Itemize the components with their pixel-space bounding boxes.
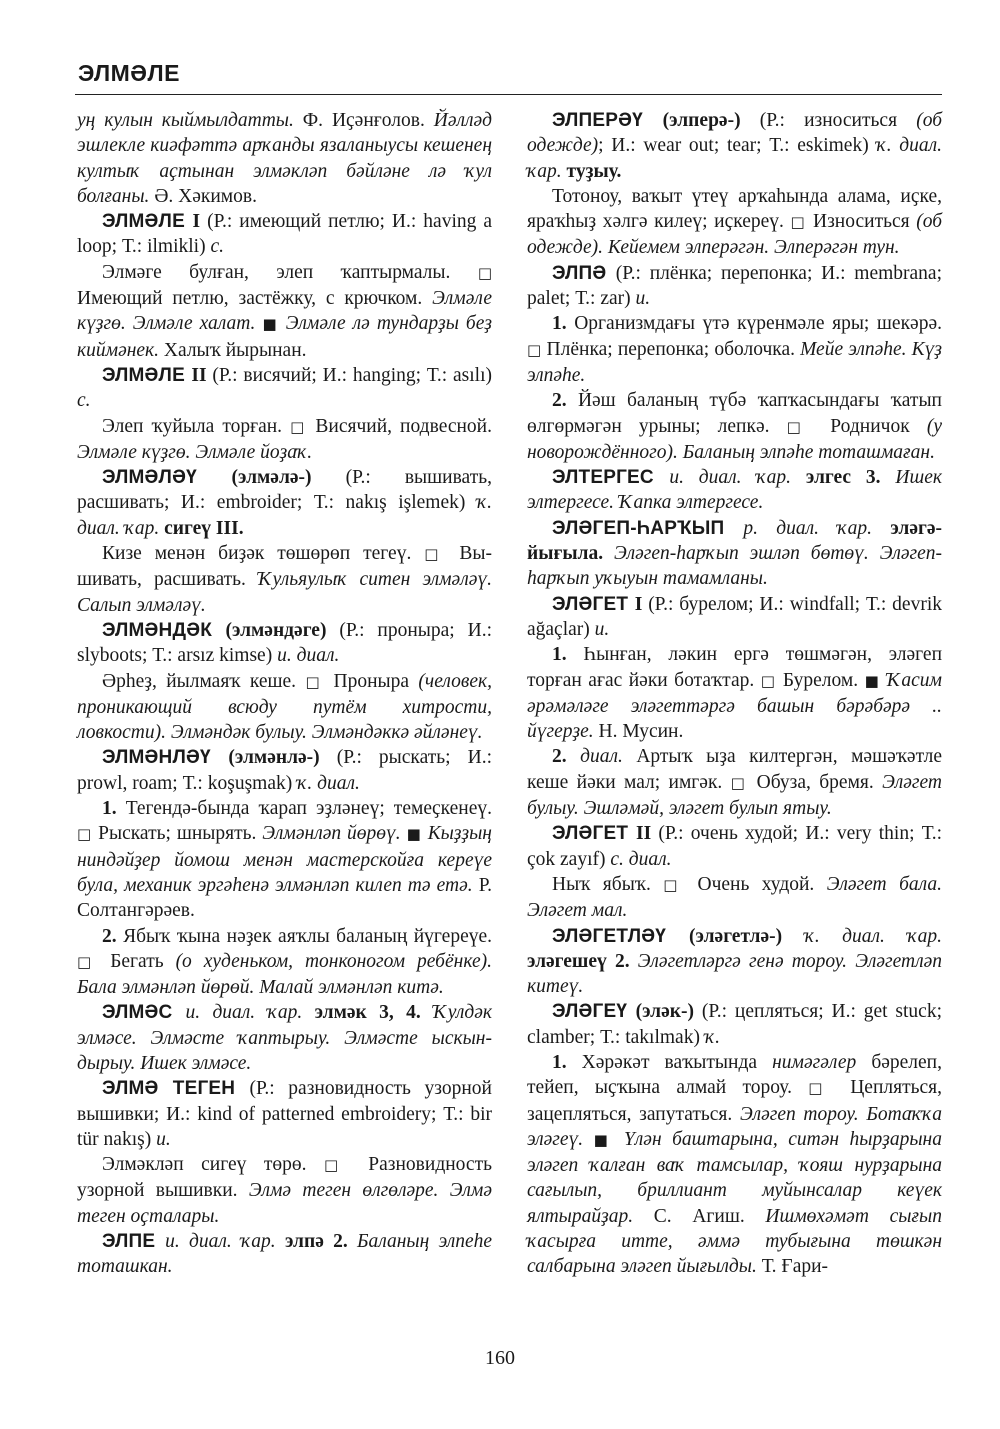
entry-text: Разновидность узорной вышивки. [77,1154,492,1202]
entry-text: Очень худой. [685,873,827,895]
entry-text: Родничок [813,415,927,437]
square-outline-icon: □ [290,417,308,436]
entry-text: диал. [580,746,637,768]
entry-text: и. [156,1128,171,1150]
square-outline-icon: □ [324,1156,351,1175]
entry-text: сигеү III. [164,517,244,539]
headword: ЭЛӘГЕП-ҺАРҠЫП [552,517,744,539]
entry-text: эләгешеү 2. [527,950,638,972]
dictionary-entry [77,924,492,1001]
dictionary-entry [527,108,942,184]
entry-text: (Р.: рыскать; И.: prowl, roam; Т.: koşuşmak) [77,747,492,794]
entry-text: (элмәнлә-) [228,747,337,769]
dictionary-entry [77,669,492,746]
entry-text: (Р.: проныра; И.: slyboots; Т.: arsız kimse) [77,619,492,667]
entry-text: Һынған, ләкин ергә төшмәгән, эләгеп торған ағас йәки ботаҡтар. [527,644,943,691]
entry-text: Р. Солтангәрәев. [77,874,492,922]
entry-text: Ишмөхәмәт сығып ҡасырға итте, әммә тубығына төшкән салбарына эләгеп йығылды. [527,1205,942,1278]
entry-text: бәрелеп, тейеп, ыҫҡына алмай тороу. [527,1051,942,1099]
entry-text: Ныҡ ябыҡ. [552,873,664,895]
square-filled-icon: ■ [406,825,422,844]
entry-text: Эләгетләргә генә тороу. Эләгетләп китеү. [527,950,942,998]
headword: ЭЛМӘС [102,1002,186,1024]
headword: ЭЛӘГЕТ [552,823,636,845]
entry-text: Әрһеҙ, йылмаяҡ кеше. [102,670,306,692]
entry-text: Ҡульяулыҡ ситен элмәләү. Салып элмәләү. [77,569,492,616]
entry-text: 1. [552,313,575,335]
entry-text: р. диал. ҡар. [743,517,891,539]
entry-text: (элмәндәге) [225,619,340,641]
entry-text: 2. [552,390,578,412]
entry-text: Ябыҡ ҡына нәҙек аяҡлы баланың йүгереүе. [123,925,493,947]
entry-text: Элмәнләп йөрөү. [262,823,407,845]
entry-text: Эләгет бала. Эләгет мал. [527,873,942,922]
entry-text: и. диал. ҡар. [185,1002,315,1024]
entry-text: Кыҙҙың ниндәйҙер йомош менән мастерскойға кереүе була, механик эргәһенә элмәнләп килеп тә етә. [77,823,492,896]
dictionary-entry [77,1152,492,1229]
entry-text: Износиться [806,211,917,233]
dictionary-entry [527,516,942,592]
entry-text: Н. Мусин. [598,721,684,743]
dictionary-entry [77,745,492,796]
dictionary-entry [527,311,942,388]
dictionary-entry [527,642,942,744]
entry-text: и. диал. ҡар. [669,467,806,489]
entry-text: элмәк 3, 4. [314,1002,434,1024]
square-outline-icon: □ [77,952,99,971]
entry-text: (Р.: плёнка; перепонка; И.: membrana; palet; Т.: zar) [527,262,942,310]
headword: ЭЛТЕРГЕС [552,467,670,489]
square-outline-icon: □ [760,671,777,690]
dictionary-entry [527,821,942,872]
entry-text: Бегать [98,950,176,972]
dictionary-entry [77,363,492,414]
square-outline-icon: □ [730,773,749,792]
entry-text: ҡ. диал. [297,772,360,794]
left-column [77,108,492,1280]
square-filled-icon: ■ [864,671,881,690]
entry-text: Имеющий петлю, застёжку, с крючком. [77,288,433,310]
entry-text: Халыҡ йырынан. [163,339,307,361]
entry-text: уң кулын кыймылдатты. [77,110,303,131]
entry-text: (Р.: бурелом; И.: windfall; Т.: devrik ağaçlar) [527,593,942,640]
square-outline-icon: □ [790,213,807,232]
headword: ЭЛМӘНЛӘҮ [102,747,229,769]
headword: ЭЛМӘЛЕ [102,364,192,386]
entry-text: ҡ. диал. ҡар. [527,135,942,182]
entry-text: ҡ. диал. ҡар. [804,925,942,947]
square-outline-icon: □ [527,340,542,359]
entry-text: Мейе элпәһе. Күҙ элпәһе. [527,338,942,386]
entry-text: и. [635,288,651,310]
entry-text: (Р.: износиться [759,110,917,131]
entry-text: Вышивать, расшивать. [77,543,492,591]
entry-text: туҙыу. [566,160,622,182]
entry-text: (Р.: цепляться; И.: get stuck; clamber; Т.: takılmak) [527,1001,942,1048]
entry-text: Эләгет булыу. Эшләмәй, эләгет булып ятыу. [527,771,942,820]
headword: ЭЛӘГЕТ [552,593,635,615]
entry-text: (человек, проникающий всюду путём хитрости, ловкости). Элмәндәк булыу. Элмәндәккә әйләнеү. [77,670,492,744]
entry-text: и. [594,618,610,640]
entry-text: Ф. Иҫәнғолов. [302,110,434,131]
entry-text: Эләгеп тороу. Ботаҡҡа эләгеү. [527,1103,942,1150]
entry-text: с. диал. [610,848,672,870]
entry-text: Хәрәкәт ваҡытында [581,1051,773,1073]
entry-text: Ҡасим әрәмәләге эләгеттәргә башын бәрәбәрә .. йүгерҙе. [527,669,942,743]
entry-text: ҡ. [704,1026,720,1048]
entry-text: Ишек элтергесе. Ҡапка элтергесе. [527,467,942,514]
entry-text: I [634,593,649,615]
right-column [527,108,942,1280]
dictionary-entry [527,592,942,643]
dictionary-entry [527,999,942,1050]
entry-text: 1. [552,644,584,666]
square-outline-icon: □ [305,672,325,691]
entry-text: Висячий, подвесной. [307,415,492,437]
entry-text: Ә. Хәкимов. [154,185,257,207]
entry-text: II [636,823,659,845]
entry-text: Артыҡ ыҙа килтергән, мәшәҡәтле кеше йәки мал; имгәк. [527,746,942,793]
running-header: ЭЛМӘЛЕ [78,60,180,86]
square-filled-icon: ■ [593,1130,614,1149]
dictionary-entry [527,872,942,924]
entry-text: Проныра [324,670,419,692]
headword: ЭЛМӘЛЕ [102,211,193,233]
dictionary-entry [77,618,492,669]
headword: ЭЛМӘНДӘК [102,619,226,641]
entry-text: с. [77,390,91,412]
headword: ЭЛМӘ ТЕГЕН [102,1078,250,1100]
entry-text: Баланың элпеһе тоташкан. [77,1231,493,1278]
headword: ЭЛПӘ [552,262,616,284]
square-outline-icon: □ [663,875,686,894]
entry-text: Кизе менән биҙәк төшөрөп тегеү. [102,543,425,565]
headword: ЭЛПЕРӘҮ [552,110,663,131]
entry-text: Ҡулдәк элмәсе. Элмәсте ҡаптырыу. Элмәсте ыскындырыу. Ишек элмәсе. [77,1002,493,1074]
entry-text: (эләгетлә-) [689,925,805,947]
entry-text: нимәгәлер [772,1051,872,1073]
entry-text: Йәш баланың түбә ҡапҡасындағы ҡатып өлгөрмәгән урыны; лепкә. [527,390,942,437]
entry-text: 2. [102,925,124,947]
square-outline-icon: □ [808,1079,834,1098]
entry-text: Элеп ҡуйыла торған. [102,415,291,437]
entry-text: Тегендә-бында ҡарап эҙләнеү; темеҫкенеү. [125,798,492,820]
dictionary-entry [527,924,942,1000]
headword: ЭЛӘГЕТЛӘҮ [552,925,690,947]
dictionary-entry [77,541,492,618]
entry-text: (Р.: имеющий петлю; И.: having a loop; Т.: ilmikli) [77,211,492,258]
dictionary-entry [527,388,942,465]
dictionary-entry [527,184,942,261]
entry-text: Бурелом. [776,669,865,691]
entry-text: (элперә-) [662,110,760,131]
entry-text: и. диал. [277,645,340,667]
entry-text: 1. [102,798,126,820]
entry-text: элпә 2. [284,1231,358,1253]
entry-text: I [192,211,208,233]
square-outline-icon: □ [424,545,447,564]
entry-text: Элмәле лә тундарҙы беҙ киймәнек. [77,313,492,361]
dictionary-entry [77,1229,492,1280]
page-number: 160 [485,1347,515,1369]
entry-text: элгес 3. [805,467,896,489]
entry-text: и. диал. ҡар. [165,1231,285,1253]
entry-text: ; И.: wear out; tear; Т.: eskimek) [598,135,877,157]
dictionary-entry [527,1050,942,1280]
entry-text: Элмәле күҙгө. Элмәле йоҙаҡ. [77,441,313,463]
entry-text: (у новорождённого). Баланың элпәһе тоташмаған. [527,415,942,463]
dictionary-entry [77,465,492,541]
dictionary-entry [77,209,492,260]
dictionary-entry [77,1000,492,1076]
entry-text: (Р.: висячий; И.: hanging; Т.: asılı) [212,364,492,386]
entry-text: Элмәге булған, элеп ҡаптырмалы. [102,261,478,283]
entry-text: Йәлләд эшлекле киәфәттә арҡанды язаланыусы кешенең култыҡ аҫтынан элмәкләп бәйләне лә ҡул болғаны. [77,110,492,207]
square-outline-icon: □ [477,263,492,282]
entry-text: Т. Ғари- [761,1256,829,1278]
square-filled-icon: ■ [262,315,279,334]
entry-text: Элмәле күҙгө. Элмәле халат. [77,288,492,335]
dictionary-entry [527,465,942,516]
entry-text: Организмдағы үтә күренмәле яры; шекәрә. [574,313,942,335]
entry-text: (Р.: очень худой; И.: very thin; Т.: çok zayıf) [527,823,942,870]
entry-text: 2. [552,746,581,768]
entry-text: Обуза, бремя. [748,771,883,793]
entry-text: (элмәлә-) [231,467,346,489]
dictionary-entry [77,1076,492,1152]
square-outline-icon: □ [786,417,814,436]
entry-text: (об одежде) [527,110,943,157]
headword: ЭЛМӘЛӘҮ [102,467,232,489]
entry-text: ҡ. диал. ҡар. [77,492,492,539]
entry-text: Элмә теген өлгөләре. Элмә теген оҫталары. [77,1180,492,1227]
entry-text: эләгәйығыла. [527,517,942,565]
entry-text: Цепляться, зацепляться, запутаться. [527,1077,942,1125]
dictionary-entry [77,108,492,209]
dictionary-entry [527,744,942,821]
entry-text: Рыскать; шнырять. [92,823,263,845]
entry-text: Үлән баштарына, ситән һырҙарына эләгеп ҡалған ваҡ тамсылар, ҡояш нурҙарына сағылып, бриллиант муйынсалар кеүек ялтырайҙар. [527,1128,942,1227]
dictionary-entry [77,414,492,466]
entry-text: II [191,364,213,386]
header-rule [75,94,942,95]
entry-text: с. [210,236,224,258]
dictionary-entry [527,261,942,312]
entry-text: Плёнка; перепонка; оболочка. [541,338,801,360]
headword: ЭЛӘГЕҮ [552,1001,636,1023]
entry-text: (об одежде). Кейемем элперәгән. Элперәгән тун. [527,211,942,259]
entry-text: Тотоноу, ваҡыт үтеү арҡаһында алама, иҫке, яраҡһыҙ хәлгә килеү; иҫкереү. [527,185,942,233]
entry-text: Элмәкләп сигеү төрө. [102,1154,324,1176]
entry-text: (Р.: вышивать, расшивать; И.: embroider; Т.: nakış işlemek) [77,467,492,514]
entry-text: 1. [552,1051,582,1073]
entry-text: Эләгеп-һарҡып эшләп бөтөү. Эләгеп-һарҡып уҡыуын тамамланы. [527,543,942,590]
entry-text: (о худеньком, тонконогом ребёнке). Бала элмәнләп йөрөй. Малай элмәнләп китә. [77,950,492,999]
square-outline-icon: □ [77,825,93,844]
dictionary-entry [77,796,492,923]
entry-text: С. Агиш. [653,1205,766,1227]
dictionary-entry [77,260,492,363]
entry-text: (эләк-) [635,1001,702,1023]
entry-text: (Р.: разновидность узорной вышивки; И.: kind of patterned embroidery; Т.: bir tür nakış) [77,1078,492,1150]
headword: ЭЛПЕ [102,1231,166,1253]
